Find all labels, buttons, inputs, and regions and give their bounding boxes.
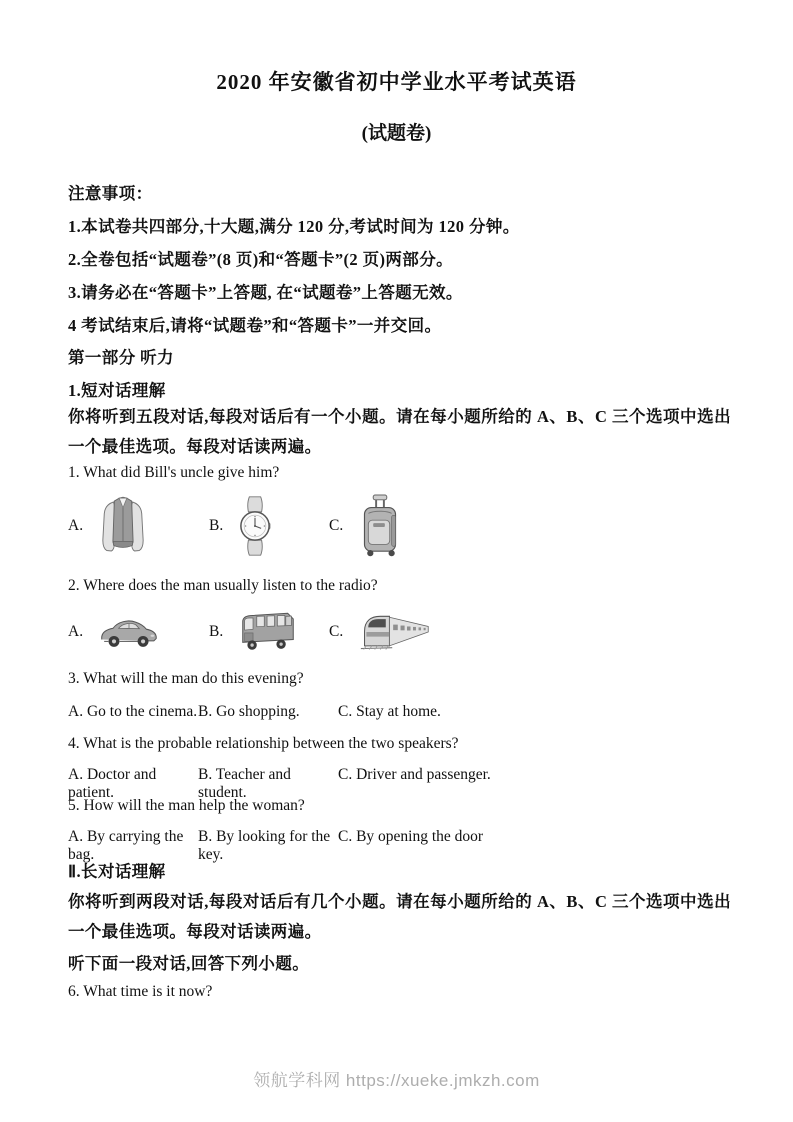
q1-option-b-label: B. — [209, 517, 224, 534]
question-2-text: 2. Where does the man usually listen to the radio? — [68, 577, 378, 594]
q5-option-c: C. By opening the door — [338, 828, 484, 845]
question-6-text: 6. What time is it now? — [68, 983, 213, 1000]
train-icon — [359, 611, 431, 653]
notes-item-3: 3.请务必在“答题卡”上答题, 在“试题卷”上答题无效。 — [68, 283, 463, 302]
q1-option-c — [329, 494, 401, 558]
q3-option-b: B. Go shopping. — [198, 703, 300, 720]
q5-option-b: B. By looking for the key. — [198, 828, 331, 863]
bus-icon — [239, 610, 297, 654]
section1-instruction: 你将听到五段对话,每段对话后有一个小题。请在每小题所给的 A、B、C 三个选项中选出一个最佳选项。每段对话读两遍。 — [68, 407, 731, 456]
page-title: 2020 年安徽省初中学业水平考试英语 — [216, 70, 577, 94]
section2-instruction: 你将听到两段对话,每段对话后有几个小题。请在每小题所给的 A、B、C 三个选项中选出一个最佳选项。每段对话读两遍。 — [68, 892, 731, 941]
watch-icon — [239, 495, 271, 557]
q2-option-c-label: C. — [329, 623, 344, 640]
notes-heading: 注意事项： — [68, 184, 153, 203]
q3-option-c: C. Stay at home. — [338, 703, 441, 720]
q1-option-a-label: A. — [68, 517, 84, 534]
section2-heading: Ⅱ.长对话理解 — [68, 862, 166, 881]
question-1-options — [68, 490, 753, 562]
notes-item-2: 2.全卷包括“试题卷”(8 页)和“答题卡”(2 页)两部分。 — [68, 250, 454, 269]
part1-heading: 第一部分 听力 — [68, 348, 174, 367]
q2-option-b — [209, 610, 329, 654]
watermark-footer: 领航学科网 https://xueke.jmkzh.com — [253, 1071, 540, 1090]
q4-option-a: A. Doctor and patient. — [68, 766, 157, 801]
q2-option-a — [68, 614, 209, 650]
q2-option-c — [329, 611, 431, 653]
q1-option-a — [68, 495, 209, 557]
suitcase-icon — [359, 494, 401, 558]
notes-item-1: 1.本试卷共四部分,十大题,满分 120 分,考试时间为 120 分钟。 — [68, 217, 520, 236]
q1-option-c-label: C. — [329, 517, 344, 534]
section2-sub-instruction: 听下面一段对话,回答下列小题。 — [68, 954, 310, 973]
section1-heading: 1.短对话理解 — [68, 381, 166, 400]
question-4-text: 4. What is the probable relationship between the two speakers? — [68, 735, 459, 752]
question-5-text: 5. How will the man help the woman? — [68, 797, 305, 814]
q3-option-a: A. Go to the cinema. — [68, 703, 198, 720]
page-subtitle: (试题卷) — [361, 123, 432, 144]
q2-option-a-label: A. — [68, 623, 84, 640]
question-2-options — [68, 606, 753, 658]
q4-option-b: B. Teacher and student. — [198, 766, 291, 801]
car-icon — [99, 614, 159, 650]
q4-option-c: C. Driver and passenger. — [338, 766, 491, 783]
notes-item-4: 4 考试结束后,请将“试题卷”和“答题卡”一并交回。 — [68, 316, 442, 335]
q2-option-b-label: B. — [209, 623, 224, 640]
jacket-icon — [99, 495, 147, 557]
question-1-text: 1. What did Bill's uncle give him? — [68, 464, 280, 481]
q1-option-b — [209, 495, 329, 557]
question-3-text: 3. What will the man do this evening? — [68, 670, 304, 687]
q5-option-a: A. By carrying the bag. — [68, 828, 184, 863]
question-3-options — [68, 703, 753, 721]
